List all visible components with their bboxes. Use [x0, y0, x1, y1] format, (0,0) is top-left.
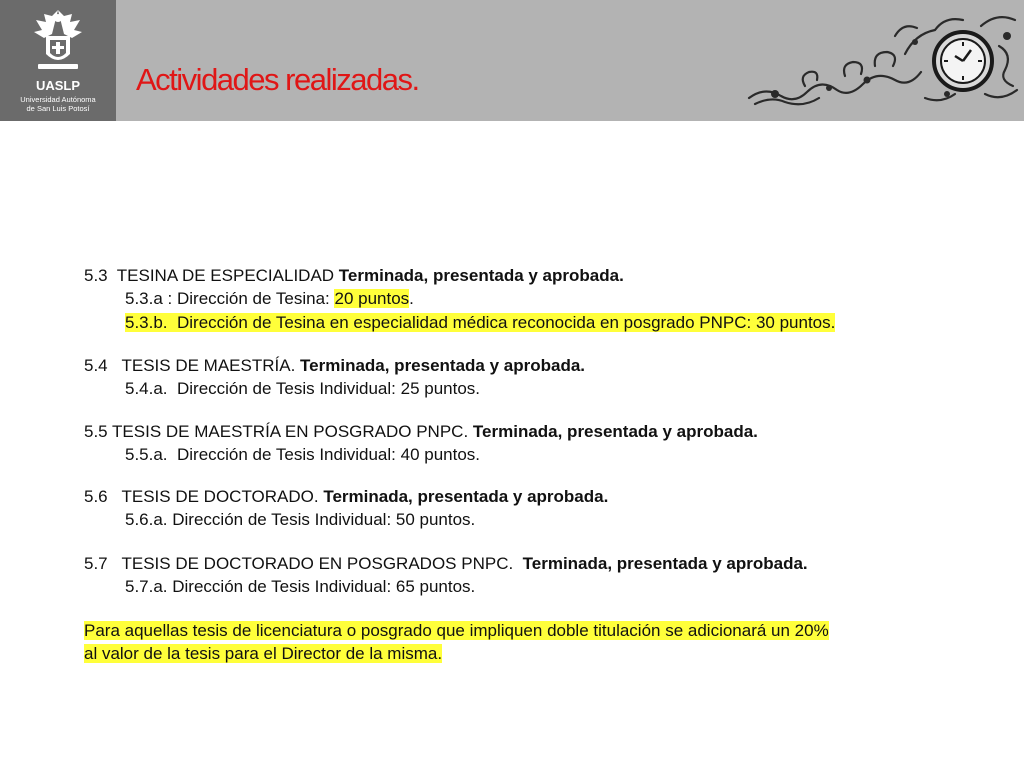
highlighted-note: Para aquellas tesis de licenciatura o posgrado que impliquen doble titulación se adicionará un 20%: [84, 621, 829, 640]
uaslp-crest-icon: [30, 8, 86, 74]
logo-subtitle: [0, 95, 116, 113]
logo-name: UASLP: [35, 78, 81, 93]
section-title: 5.4 TESIS DE MAESTRÍA.: [84, 356, 301, 375]
section-title: 5.7 TESIS DE DOCTORADO EN POSGRADOS PNPC.: [84, 554, 523, 573]
item-5-3-a: [125, 289, 414, 309]
section-status: Terminada, presentada y aprobada.: [472, 422, 758, 441]
section-5-5-heading: [84, 422, 758, 442]
highlighted-points: 20 puntos: [334, 289, 410, 308]
section-status: Terminada, presentada y aprobada.: [300, 356, 586, 375]
highlighted-note: al valor de la tesis para el Director de la misma.: [84, 644, 443, 663]
item-5-7-a: 5.7.a. Dirección de Tesis Individual: 65 puntos.: [125, 577, 476, 596]
section-5-6-heading: [84, 487, 608, 507]
item-5-6-a: 5.6.a. Dirección de Tesis Individual: 50 puntos.: [125, 510, 476, 529]
item-5-4-a: 5.4.a. Dirección de Tesis Individual: 25 puntos.: [125, 379, 481, 398]
university-logo: [0, 0, 116, 121]
note-line-1: [84, 621, 829, 641]
note-line-2: [84, 644, 442, 664]
logo-subtitle-line-2: de San Luis Potosí: [26, 104, 90, 113]
section-status: Terminada, presentada y aprobada.: [522, 554, 808, 573]
item-5-5-a: 5.5.a. Dirección de Tesis Individual: 40 puntos.: [125, 445, 481, 464]
slide-header: [0, 0, 1024, 121]
section-5-4-heading: [84, 356, 585, 376]
section-title: 5.5 TESIS DE MAESTRÍA EN POSGRADO PNPC.: [84, 422, 473, 441]
section-status: Terminada, presentada y aprobada.: [323, 487, 609, 506]
item-text: 5.3.a : Dirección de Tesina:: [125, 289, 335, 308]
item-5-3-b: [125, 313, 835, 333]
section-title: 5.6 TESIS DE DOCTORADO.: [84, 487, 324, 506]
clock-flourish-ornament-icon: [745, 6, 1024, 110]
section-title: 5.3 TESINA DE ESPECIALIDAD: [84, 266, 339, 285]
section-5-3-heading: [84, 266, 624, 286]
highlighted-item-text: 5.3.b. Dirección de Tesina en especialidad médica reconocida en posgrado PNPC: 30 puntos.: [125, 313, 836, 332]
section-status: Terminada, presentada y aprobada.: [338, 266, 624, 285]
slide-title: Actividades realizadas.: [136, 62, 419, 97]
logo-subtitle-line-1: Universidad Autónoma: [20, 95, 96, 104]
item-text-end: .: [409, 289, 414, 308]
section-5-7-heading: [84, 554, 808, 574]
